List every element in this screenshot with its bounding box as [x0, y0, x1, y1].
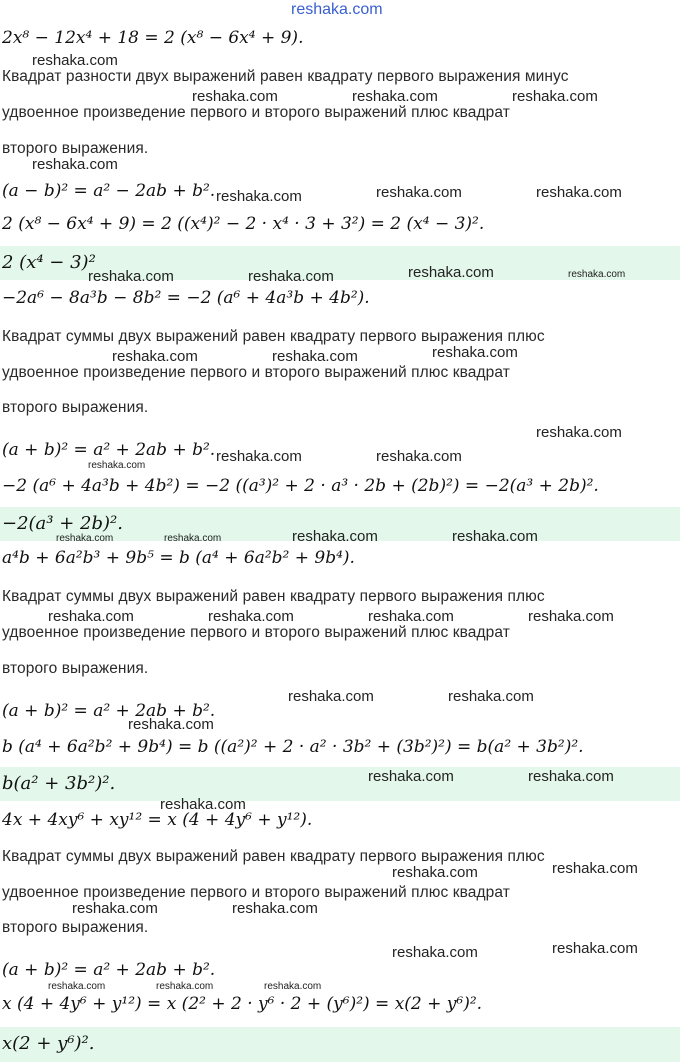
watermark-text: reshaka.com [216, 188, 302, 205]
watermark-text: reshaka.com [160, 796, 246, 813]
rule-text: Квадрат суммы двух выражений равен квадрату первого выражения плюс [2, 328, 545, 345]
watermark-text: reshaka.com [128, 716, 214, 733]
formula: (a + b)² = a² + 2ab + b². [2, 440, 216, 460]
watermark-text: reshaka.com [48, 981, 106, 992]
rule-text: второго выражения. [2, 140, 149, 157]
expression-1: 2x⁸ − 12x⁴ + 18 = 2 (x⁸ − 6x⁴ + 9). [2, 28, 304, 48]
site-header-link[interactable]: reshaka.com [291, 1, 383, 18]
watermark-text: reshaka.com [292, 528, 378, 545]
watermark-text: reshaka.com [112, 348, 198, 365]
answer: x(2 + y⁶)². [2, 1033, 95, 1054]
formula: (a + b)² = a² + 2ab + b². [2, 960, 216, 980]
answer-band [0, 1027, 680, 1062]
watermark-text: reshaka.com [264, 981, 322, 992]
rule-text: Квадрат разности двух выражений равен квадрату первого выражения минус [2, 68, 569, 85]
expression-2: −2a⁶ − 8a³b − 8b² = −2 (a⁶ + 4a³b + 4b²). [2, 288, 370, 308]
transformation: 2 (x⁸ − 6x⁴ + 9) = 2 ((x⁴)² − 2 · x⁴ · 3 + 3²) = 2 (x⁴ − 3)². [2, 214, 485, 234]
rule-text: второго выражения. [2, 919, 149, 936]
watermark-text: reshaka.com [288, 688, 374, 705]
watermark-text: reshaka.com [392, 864, 478, 881]
watermark-text: reshaka.com [552, 940, 638, 957]
watermark-text: reshaka.com [368, 768, 454, 785]
watermark-text: reshaka.com [216, 448, 302, 465]
transformation: x (4 + 4y⁶ + y¹²) = x (2² + 2 · y⁶ · 2 + (y⁶)²) = x(2 + y⁶)². [2, 994, 483, 1014]
expression-3: a⁴b + 6a²b³ + 9b⁵ = b (a⁴ + 6a²b² + 9b⁴). [2, 548, 355, 568]
watermark-text: reshaka.com [56, 533, 114, 544]
rule-text: второго выражения. [2, 660, 149, 677]
watermark-text: reshaka.com [448, 688, 534, 705]
rule-text: удвоенное произведение первого и второго выражений плюс квадрат [2, 624, 510, 641]
watermark-text: reshaka.com [528, 608, 614, 625]
rule-text: удвоенное произведение первого и второго выражений плюс квадрат [2, 364, 510, 381]
watermark-text: reshaka.com [536, 184, 622, 201]
watermark-text: reshaka.com [32, 156, 118, 173]
watermark-text: reshaka.com [272, 348, 358, 365]
formula: (a − b)² = a² − 2ab + b². [2, 181, 216, 201]
watermark-text: reshaka.com [536, 424, 622, 441]
watermark-text: reshaka.com [48, 608, 134, 625]
watermark-text: reshaka.com [432, 344, 518, 361]
watermark-text: reshaka.com [392, 944, 478, 961]
watermark-text: reshaka.com [552, 860, 638, 877]
watermark-text: reshaka.com [512, 88, 598, 105]
watermark-text: reshaka.com [232, 900, 318, 917]
watermark-text: reshaka.com [32, 52, 118, 69]
watermark-text: reshaka.com [568, 269, 626, 280]
watermark-text: reshaka.com [164, 533, 222, 544]
rule-text: удвоенное произведение первого и второго выражений плюс квадрат [2, 884, 510, 901]
watermark-text: reshaka.com [528, 768, 614, 785]
watermark-text: reshaka.com [408, 264, 494, 281]
transformation: b (a⁴ + 6a²b² + 9b⁴) = b ((a²)² + 2 · a² · 3b² + (3b²)²) = b(a² + 3b²)². [2, 737, 584, 757]
expression-4: 4x + 4xy⁶ + xy¹² = x (4 + 4y⁶ + y¹²). [2, 810, 313, 830]
watermark-text: reshaka.com [72, 900, 158, 917]
transformation: −2 (a⁶ + 4a³b + 4b²) = −2 ((a³)² + 2 · a³ · 2b + (2b)²) = −2(a³ + 2b)². [2, 476, 599, 496]
watermark-text: reshaka.com [376, 184, 462, 201]
rule-text: Квадрат суммы двух выражений равен квадрату первого выражения плюс [2, 848, 545, 865]
watermark-text: reshaka.com [368, 608, 454, 625]
answer: 2 (x⁴ − 3)² [2, 252, 96, 273]
rule-text: второго выражения. [2, 399, 149, 416]
answer: b(a² + 3b²)². [2, 773, 116, 794]
watermark-text: reshaka.com [376, 448, 462, 465]
rule-text: удвоенное произведение первого и второго выражений плюс квадрат [2, 104, 510, 121]
watermark-text: reshaka.com [88, 268, 174, 285]
watermark-text: reshaka.com [192, 88, 278, 105]
watermark-text: reshaka.com [156, 981, 214, 992]
watermark-text: reshaka.com [208, 608, 294, 625]
rule-text: Квадрат суммы двух выражений равен квадрату первого выражения плюс [2, 588, 545, 605]
watermark-text: reshaka.com [88, 460, 146, 471]
watermark-text: reshaka.com [352, 88, 438, 105]
answer: −2(a³ + 2b)². [2, 513, 123, 534]
watermark-text: reshaka.com [452, 528, 538, 545]
formula: (a + b)² = a² + 2ab + b². [2, 701, 216, 721]
watermark-text: reshaka.com [248, 268, 334, 285]
